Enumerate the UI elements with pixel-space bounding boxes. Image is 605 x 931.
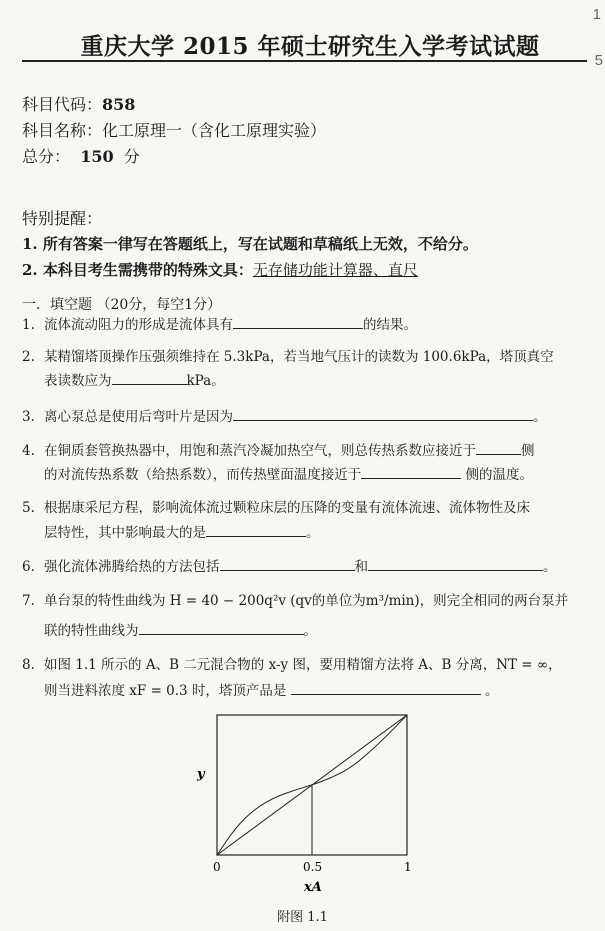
x-axis-label: xA [304,880,322,895]
question-2-unit: kPa。 [186,373,225,389]
subject-code [22,92,135,115]
notice-rule-1: 1. 所有答案一律写在答题纸上，写在试题和草稿纸上无效，不给分。 [22,235,478,253]
question-7-cont [22,620,317,642]
question-4-side: 侧 [521,443,535,459]
notice-heading: 特别提醒： [22,209,103,228]
x-tick-1: 1 [404,860,412,874]
question-1-tail: 的结果。 [363,317,417,333]
corner-mark-top: 1 [592,6,601,23]
xy-diagram [185,705,435,905]
answer-blank[interactable] [368,556,543,571]
question-5-text: 根据康采尼方程，影响流体流过颗粒床层的压降的变量有流体流速、流体物性及床 [44,500,530,516]
corner-mark-side: 5 [594,52,603,69]
answer-blank[interactable] [112,370,187,385]
answer-blank[interactable] [206,522,306,537]
notice-rule-2-item: 无存储功能计算器、直尺 [252,261,418,279]
question-3-text: 离心泵总是使用后弯叶片是因为 [44,409,233,425]
question-7-line2: 联的特性曲线为 [44,623,139,639]
answer-blank[interactable] [291,680,481,695]
total-score-unit: 分 [123,147,140,166]
answer-blank[interactable] [476,440,521,455]
subject-name-value: 化工原理一（含化工原理实验） [102,121,327,140]
question-5-line2: 层特性，其中影响最大的是 [44,525,206,541]
question-5-tail: 。 [306,525,320,541]
question-4-cont [22,464,533,486]
title-underline [22,60,587,62]
question-5-number: 5. [22,500,35,516]
page-title: 重庆大学 2015 年硕士研究生入学考试试题 [80,33,540,60]
question-4 [22,440,535,462]
question-5-cont [22,522,320,544]
question-6-text: 强化流体沸腾给热的方法包括 [44,559,220,575]
question-2 [22,346,554,368]
question-6 [22,556,557,578]
x-tick-0-5: 0.5 [303,860,323,874]
question-4-tail: 侧的温度。 [465,467,534,483]
subject-name-label: 科目名称： [22,121,103,140]
answer-blank[interactable] [220,556,355,571]
answer-blank[interactable] [361,464,461,479]
question-5 [22,497,530,519]
notice-rule-2-prefix: 2. 本科目考生需携带的特殊文具： [22,261,253,279]
question-8-cont [22,680,499,702]
section-heading: 一．填空题 （20分，每空1分） [22,297,222,313]
question-2-line2: 表读数应为 [44,373,112,389]
question-1-number: 1. [22,317,35,333]
question-7-number: 7. [22,593,35,609]
total-score-value: 150 [80,147,114,166]
question-8-line2: 则当进料浓度 xF = 0.3 时，塔顶产品是 [44,683,287,699]
y-axis-label: y [197,767,205,782]
question-4-text: 在铜质套管换热器中，用饱和蒸汽冷凝加热空气，则总传热系数应接近于 [44,443,476,459]
question-8-number: 8. [22,657,35,673]
question-1 [22,314,417,336]
figure-caption: 附图 1.1 [277,910,328,925]
answer-blank[interactable] [139,620,304,635]
question-2-text: 某精馏塔顶操作压强须维持在 5.3kPa，若当地气压计的读数为 100.6kPa，塔顶真空 [44,349,554,365]
question-8-tail: 。 [485,683,499,699]
question-7-text: 单台泵的特性曲线为 H = 40 − 200q²v (qv的单位为m³/min)，则完全相同的两台泵并 [44,593,569,609]
answer-blank[interactable] [233,406,533,421]
question-8 [22,654,562,676]
total-score-label: 总分： [22,147,71,166]
question-6-number: 6. [22,559,35,575]
total-score [22,144,140,167]
subject-code-label: 科目代码： [22,95,103,114]
subject-name [22,118,326,141]
x-tick-0: 0 [213,860,221,874]
question-4-line2: 的对流传热系数（给热系数），而传热壁面温度接近于 [44,467,362,483]
answer-blank[interactable] [233,314,363,329]
notice-rule-2 [22,259,418,280]
question-6-tail: 。 [543,559,557,575]
question-6-and: 和 [354,559,368,575]
question-2-cont [22,370,225,392]
question-3-tail: 。 [533,409,547,425]
question-1-text: 流体流动阻力的形成是流体具有 [44,317,233,333]
question-4-number: 4. [22,443,35,459]
question-7-tail: 。 [303,623,317,639]
question-3 [22,406,547,428]
subject-code-value: 858 [102,95,136,114]
question-2-number: 2. [22,349,35,365]
question-8-text: 如图 1.1 所示的 A、B 二元混合物的 x-y 图，要用精馏方法将 A、B 分离，NT = ∞， [44,657,562,673]
question-7 [22,590,568,612]
question-3-number: 3. [22,409,35,425]
